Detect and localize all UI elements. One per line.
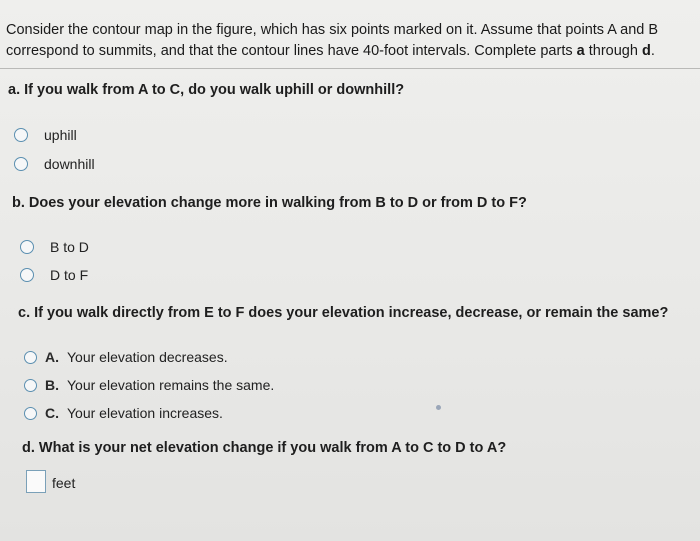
option-a-uphill[interactable] — [14, 127, 77, 143]
question-b-title: b. Does your elevation change more in walking from B to D or from D to F? — [12, 195, 527, 211]
question-d-title: d. What is your net elevation change if you walk from A to C to D to A? — [22, 440, 507, 456]
option-label: Your elevation increases. — [67, 405, 223, 421]
radio-button[interactable] — [24, 407, 37, 420]
intro-bold-a: a — [576, 43, 585, 59]
answer-unit: feet — [52, 475, 76, 491]
option-label: Your elevation decreases. — [67, 349, 228, 365]
option-letter: A. — [45, 349, 59, 365]
problem-intro — [6, 20, 696, 62]
option-c-b[interactable] — [24, 377, 274, 393]
radio-button[interactable] — [14, 128, 28, 142]
option-letter: B. — [45, 377, 59, 393]
intro-text-3: . — [650, 43, 655, 59]
question-c-title — [18, 305, 668, 321]
section-divider — [0, 68, 700, 69]
option-label: uphill — [44, 127, 77, 143]
question-a-title: a. If you walk from A to C, do you walk uphill or downhill? — [8, 82, 405, 98]
intro-text-2: through — [584, 43, 642, 59]
radio-button[interactable] — [24, 379, 37, 392]
intro-text-1: Consider the contour map in the figure, which has six points marked on it. Assume that points A and B correspond to summits, and that the contour lines have 40-foot intervals. Complete parts — [6, 22, 659, 59]
option-letter: C. — [45, 405, 59, 421]
radio-button[interactable] — [20, 240, 34, 254]
option-c-c[interactable] — [24, 405, 223, 421]
question-c-text: c. If you walk directly from E to F does your elevation increase, decrease, or remain the same? — [18, 305, 669, 321]
radio-button[interactable] — [24, 351, 37, 364]
option-label: downhill — [44, 156, 95, 172]
answer-input[interactable] — [26, 470, 46, 493]
option-c-a[interactable] — [24, 349, 228, 365]
option-label: D to F — [50, 267, 89, 283]
intro-bold-d: d — [641, 43, 651, 59]
option-b-b-to-d[interactable] — [20, 239, 89, 255]
option-b-d-to-f[interactable] — [20, 267, 88, 283]
option-a-downhill[interactable] — [14, 156, 95, 172]
option-label: Your elevation remains the same. — [67, 377, 275, 393]
decorative-speck — [436, 405, 441, 410]
option-label: B to D — [50, 239, 89, 255]
radio-button[interactable] — [20, 268, 34, 282]
radio-button[interactable] — [14, 157, 28, 171]
